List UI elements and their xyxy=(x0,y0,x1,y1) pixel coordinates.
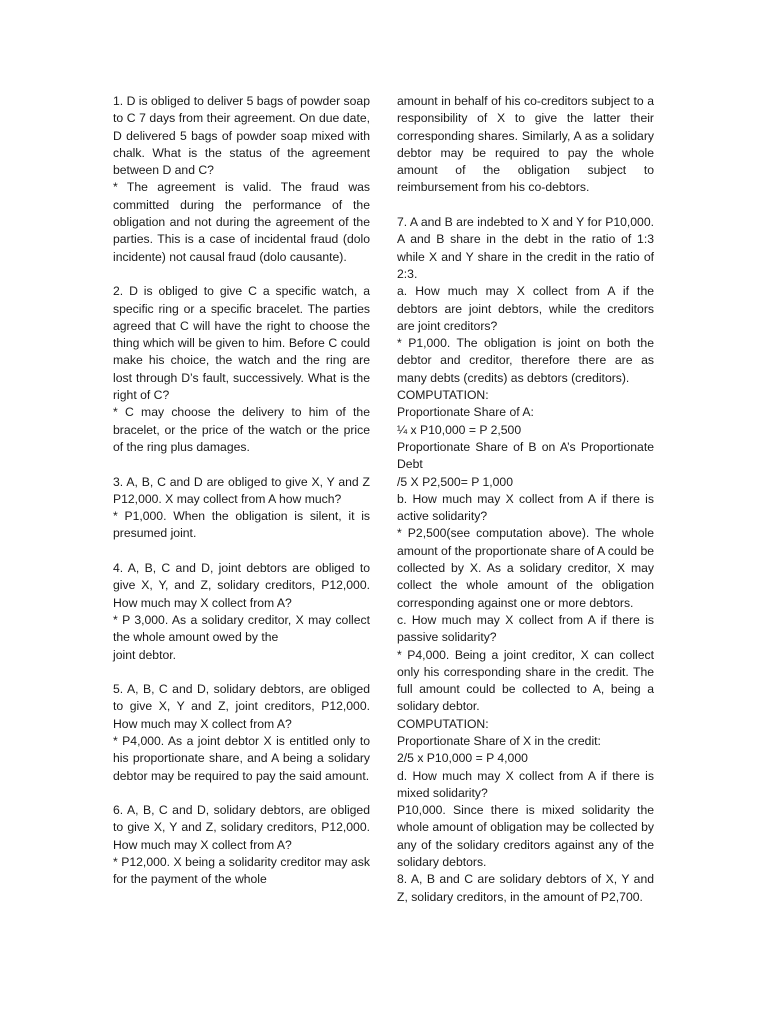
paragraph: b. How much may X collect from A if there is active solidarity? xyxy=(397,491,654,524)
right-column xyxy=(397,93,654,906)
paragraph: * P 3,000. As a solidary creditor, X may collect the whole amount owed by the xyxy=(113,612,370,645)
paragraph: * The agreement is valid. The fraud was committed during the performance of the obligation and not during the agreement of the parties. This is a case of incidental fraud (dolo incidente) not causal fraud (dolo causante). xyxy=(113,180,370,264)
paragraph: * P12,000. X being a solidarity creditor may ask for the payment of the whole xyxy=(113,855,370,887)
paragraph-gap xyxy=(113,456,370,473)
paragraph: 5. A, B, C and D, solidary debtors, are obliged to give X, Y and Z, joint creditors, P12,000. How much may X collect from A? xyxy=(113,682,370,731)
paragraph: 2/5 x P10,000 = P 4,000 xyxy=(397,751,528,766)
paragraph: 1. D is obliged to deliver 5 bags of powder soap to C 7 days from their agreement. On due date, D delivered 5 bags of powder soap mixed with chalk. What is the status of the agreement between D and C? xyxy=(113,94,370,178)
paragraph: COMPUTATION: xyxy=(397,716,489,731)
left-column xyxy=(113,93,370,889)
paragraph: COMPUTATION: xyxy=(397,388,489,403)
paragraph: amount in behalf of his co-creditors subject to a responsibility of X to give the latter their corresponding shares. Similarly, A as a solidary debtor may be required to pay the whole amount of the obligation subject to reimbursement from his co-debtors. xyxy=(397,94,654,195)
paragraph-gap xyxy=(113,785,370,802)
paragraph: 7. A and B are indebted to X and Y for P10,000. A and B share in the debt in the ratio of 1:3 while X and Y share in the credit in the ratio of 2:3. xyxy=(397,215,654,281)
paragraph-gap xyxy=(113,266,370,283)
paragraph-gap xyxy=(397,197,654,214)
paragraph: Proportionate Share of A: xyxy=(397,405,534,420)
paragraph: d. How much may X collect from A if there is mixed solidarity? xyxy=(397,768,654,800)
paragraph: 2. D is obliged to give C a specific watch, a specific ring or a specific bracelet. The parties agreed that C will have the right to choose the thing which will be given to him. Before C could make his choice, the watch and the ring are lost through D’s fault, successively. What is the right of C? xyxy=(113,284,370,403)
paragraph-gap xyxy=(113,543,370,560)
paragraph: P10,000. Since there is mixed solidarity the whole amount of obligation may be collected by any of the solidary creditors against any of the solidary debtors. xyxy=(397,803,654,870)
paragraph: * P1,000. When the obligation is silent, it is presumed joint. xyxy=(113,509,370,541)
paragraph: 8. A, B and C are solidary debtors of X, Y and Z, solidary creditors, in the amount of P2,700. xyxy=(397,872,654,904)
paragraph: * P4,000. As a joint debtor X is entitled only to his proportionate share, and A being a solidary debtor may be required to pay the said amount. xyxy=(113,733,370,783)
paragraph: ¼ x P10,000 = P 2,500 xyxy=(397,422,522,437)
paragraph: 6. A, B, C and D, solidary debtors, are obliged to give X, Y and Z, solidary creditors, P12,000. How much may X collect from A? xyxy=(113,803,370,852)
paragraph: 4. A, B, C and D, joint debtors are obliged to give X, Y, and Z, solidary creditors, P12,000. How much may X collect from A? xyxy=(113,561,370,610)
paragraph: * P2,500(see computation above). The whole amount of the proportionate share of A could be collected by X. As a solidary creditor, X may collect the whole amount of the obligation corresponding against one or more debtors. xyxy=(397,526,654,610)
paragraph: c. How much may X collect from A if there is passive solidarity? xyxy=(397,612,654,645)
paragraph: * C may choose the delivery to him of the bracelet, or the price of the watch or the price of the ring plus damages. xyxy=(113,405,370,454)
paragraph: * P4,000. Being a joint creditor, X can collect only his corresponding share in the credit. The full amount could be collected to A, being a solidary debtor. xyxy=(397,647,654,714)
paragraph: joint debtor. xyxy=(113,647,177,662)
paragraph: a. How much may X collect from A if the debtors are joint debtors, while the creditors are joint creditors? xyxy=(397,284,654,333)
paragraph: Proportionate Share of B on A’s Proportionate Debt xyxy=(397,439,654,472)
paragraph-gap xyxy=(113,664,370,681)
paragraph: * P1,000. The obligation is joint on both the debtor and creditor, therefore there are as many debts (credits) as debtors (creditors). xyxy=(397,336,654,385)
paragraph: /5 X P2,500= P 1,000 xyxy=(397,474,513,489)
paragraph: 3. A, B, C and D are obliged to give X, Y and Z P12,000. X may collect from A how much? xyxy=(113,474,370,506)
paragraph: Proportionate Share of X in the credit: xyxy=(397,733,601,748)
